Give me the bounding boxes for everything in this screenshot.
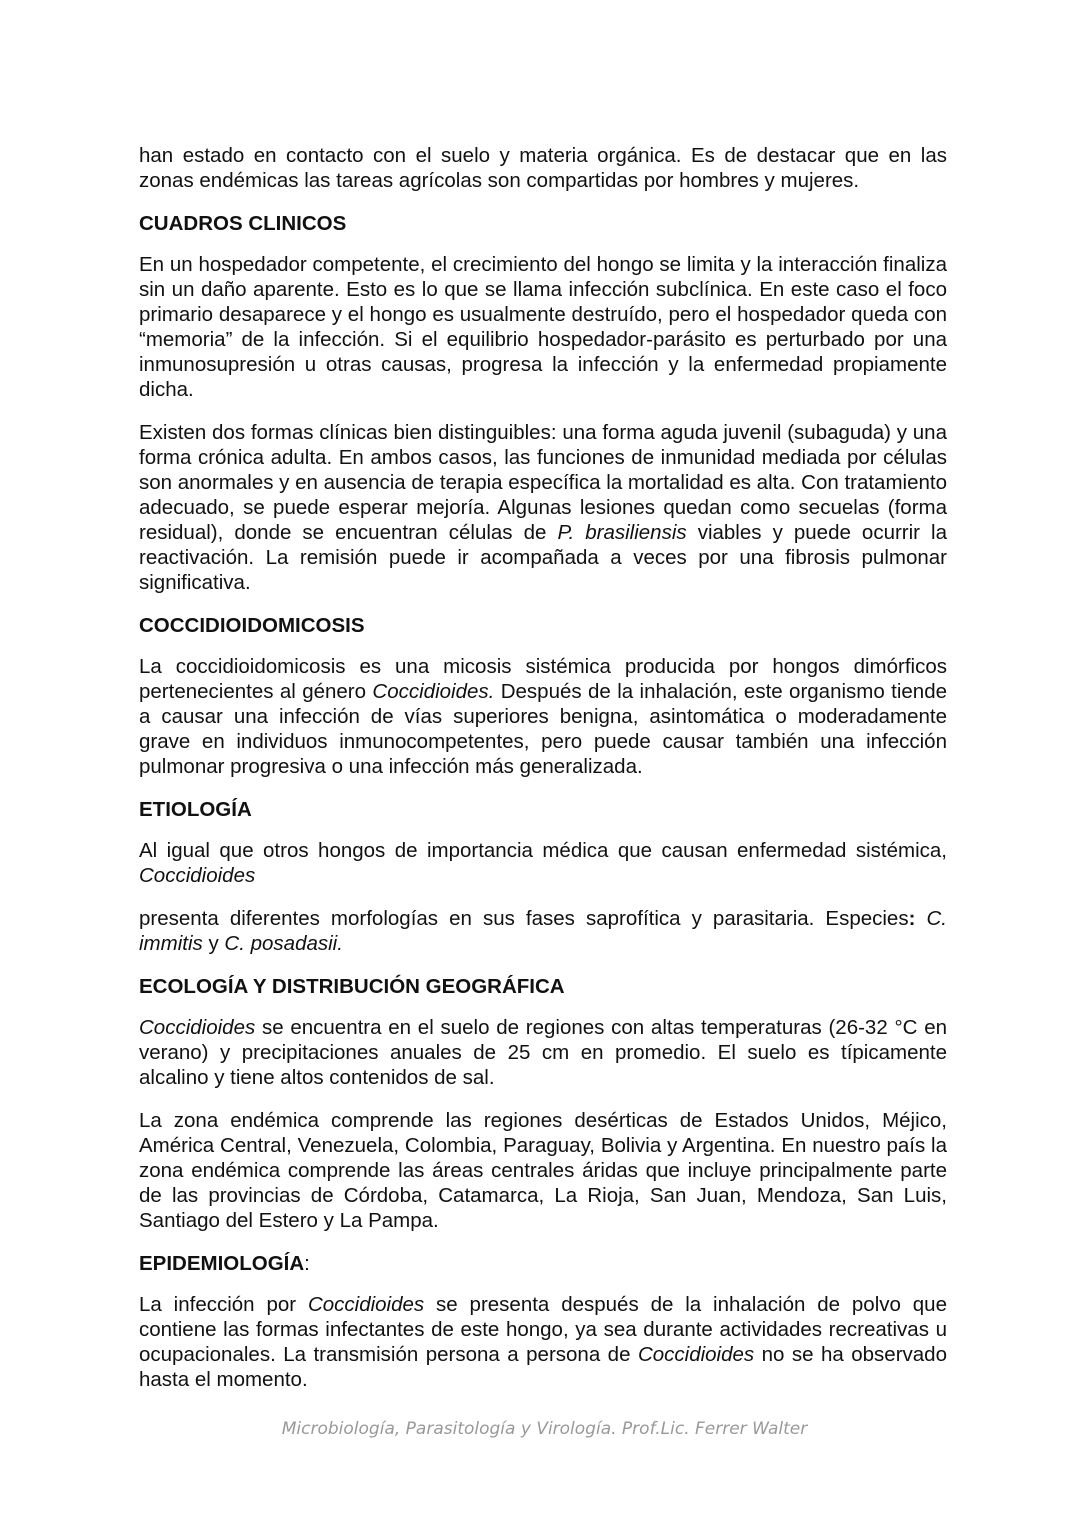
species-name: P. brasiliensis bbox=[557, 521, 687, 544]
paragraph-ecologia-1 bbox=[139, 1015, 947, 1090]
heading-epidemiologia bbox=[139, 1251, 947, 1276]
genus-name: Coccidioides bbox=[637, 1343, 755, 1366]
text-run: se encuentra en el suelo de regiones con altas temperaturas (26-32 °C en verano) y precipitaciones anuales de 25 cm en promedio. El suelo es típicamente alcalino y tiene altos contenidos de sal. bbox=[139, 1016, 947, 1089]
paragraph-cuadros-1: En un hospedador competente, el crecimiento del hongo se limita y la interacción finaliza sin un daño aparente. Esto es lo que se llama infección subclínica. En este caso el foco primario desaparece y el hongo es usualmente destruído, pero el hospedador queda con “memoria” de la infección. Si el equilibrio hospedador-parásito es perturbado por una inmunosupresión u otras causas, progresa la infección y la enfermedad propiamente dicha. bbox=[139, 253, 947, 401]
text-run: y bbox=[202, 932, 225, 955]
text-run: viables y puede ocurrir la reactivación. La remisión puede ir acompañada a veces por una fibrosis pulmonar significativa. bbox=[139, 521, 948, 594]
document-page bbox=[139, 143, 947, 1410]
text-run: presenta diferentes morfologías en sus fases saprofítica y parasitaria. Especies bbox=[139, 907, 909, 930]
paragraph-ecologia-2: La zona endémica comprende las regiones desérticas de Estados Unidos, Méjico, América Central, Venezuela, Colombia, Paraguay, Bolivia y Argentina. En nuestro país la zona endémica comprende las áreas centrales áridas que incluye principalmente parte de las provincias de Córdoba, Catamarca, La Rioja, San Juan, Mendoza, San Luis, Santiago del Estero y La Pampa. bbox=[139, 1109, 947, 1232]
paragraph-etiologia-2 bbox=[139, 906, 947, 956]
text-run: Al igual que otros hongos de importancia médica que causan enfermedad sistémica, bbox=[139, 839, 947, 862]
heading-colon: : bbox=[304, 1252, 310, 1275]
heading-ecologia: ECOLOGÍA Y DISTRIBUCIÓN GEOGRÁFICA bbox=[139, 975, 565, 998]
colon: : bbox=[908, 907, 916, 930]
genus-name: Coccidioides bbox=[139, 864, 256, 887]
genus-name: Coccidioides bbox=[307, 1293, 425, 1316]
species-name: C. posadasii. bbox=[224, 932, 343, 955]
paragraph-coccidioidomicosis bbox=[139, 654, 947, 779]
text-run: se presenta después de la inhalación de polvo que contiene las formas infectantes de este hongo, ya sea durante actividades recreativas u ocupacionales. La transmisión persona a persona de bbox=[139, 1293, 947, 1366]
text-run: Después de la inhalación, este organismo tiende a causar una infección de vías superiores benigna, asintomática o moderadamente grave en individuos inmunocompetentes, pero puede causar también una infección pulmonar progresiva o una infección más generalizada. bbox=[139, 680, 948, 778]
paragraph-cuadros-2 bbox=[139, 420, 947, 595]
page-footer: Microbiología, Parasitología y Virología. Prof.Lic. Ferrer Walter bbox=[281, 1419, 808, 1439]
heading-cuadros-clinicos: CUADROS CLINICOS bbox=[139, 212, 347, 235]
paragraph-etiologia-1 bbox=[139, 838, 947, 888]
text-run: Existen dos formas clínicas bien distinguibles: una forma aguda juvenil (subaguda) y una forma crónica adulta. En ambos casos, las funciones de inmunidad mediada por células son anormales y en ausencia de terapia específica la mortalidad es alta. Con tratamiento adecuado, se puede esperar mejoría. Algunas lesiones quedan como secuelas (forma residual), donde se encuentran células de bbox=[139, 421, 947, 544]
species-name: C. immitis bbox=[139, 907, 947, 955]
heading-coccidioidomicosis: COCCIDIOIDOMICOSIS bbox=[139, 614, 365, 637]
text-run: La infección por bbox=[139, 1293, 308, 1316]
paragraph-intro: han estado en contacto con el suelo y materia orgánica. Es de destacar que en las zonas endémicas las tareas agrícolas son compartidas por hombres y mujeres. bbox=[139, 144, 947, 192]
genus-name: Coccidioides. bbox=[372, 680, 495, 703]
heading-etiologia: ETIOLOGÍA bbox=[139, 798, 252, 821]
genus-name: Coccidioides bbox=[139, 1016, 256, 1039]
text-run: no se ha observado hasta el momento. bbox=[139, 1343, 947, 1391]
heading-text: EPIDEMIOLOGÍA bbox=[139, 1252, 305, 1275]
paragraph-epidemiologia bbox=[139, 1292, 947, 1392]
text-run: La coccidioidomicosis es una micosis sistémica producida por hongos dimórficos pertenecientes al género bbox=[139, 655, 947, 703]
